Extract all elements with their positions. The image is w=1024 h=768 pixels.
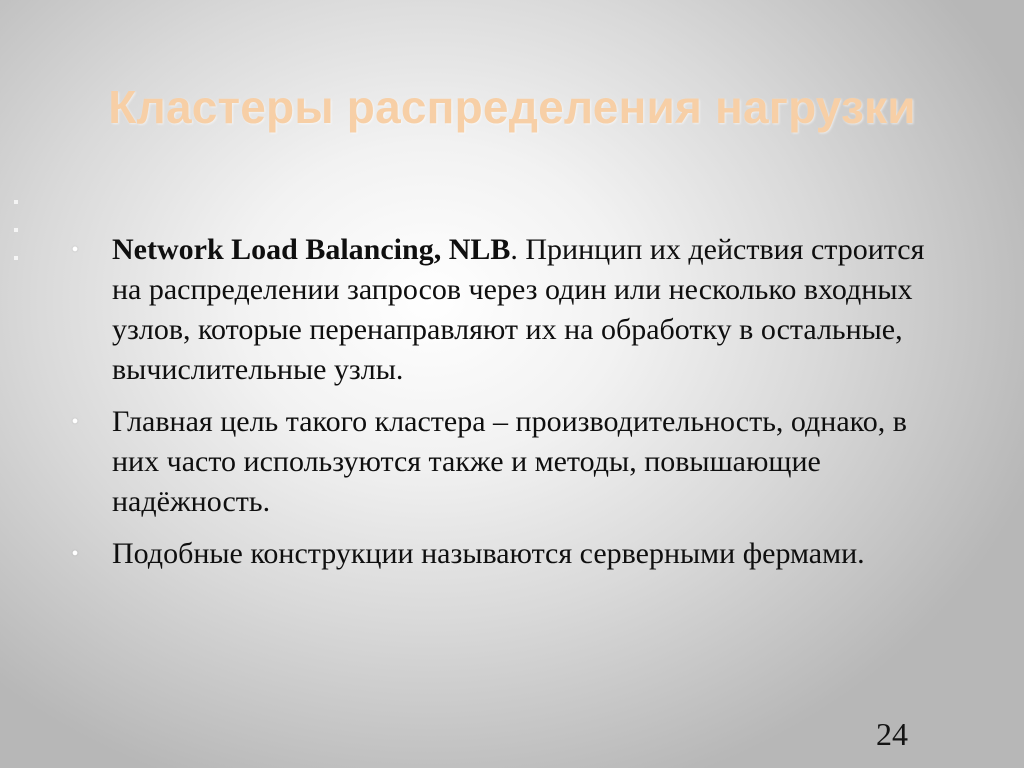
bullet-text: Главная цель такого кластера – производительность, однако, в них часто используются также и методы, повышающие надёжность.	[112, 405, 907, 518]
decorative-edge-dot	[14, 256, 18, 260]
bullet-item-nlb	[60, 230, 960, 390]
bullet-item-goal	[60, 402, 960, 522]
page-number: 24	[876, 716, 908, 752]
bullet-text: Подобные конструкции называются серверными фермами.	[112, 537, 865, 570]
bullet-text: . Принцип их действия строится на распределении запросов через один или несколько входных узлов, которые перенаправляют их на обработку в остальные, вычислительные узлы.	[112, 233, 925, 386]
decorative-edge-dot	[14, 200, 18, 204]
bullet-icon: •	[71, 239, 79, 261]
bullet-term: Network Load Balancing, NLB	[112, 233, 511, 266]
bullet-icon: •	[71, 543, 79, 565]
bullet-list	[60, 230, 960, 586]
bullet-icon: •	[71, 411, 79, 433]
decorative-edge-dot	[14, 228, 18, 232]
slide-title: Кластеры распределения нагрузки	[108, 81, 916, 133]
bullet-item-server-farms	[60, 534, 960, 574]
